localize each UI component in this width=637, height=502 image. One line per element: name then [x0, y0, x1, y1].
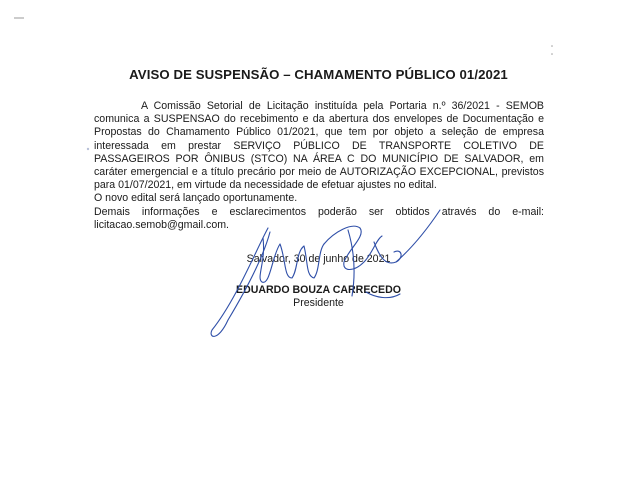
notice-body: [94, 100, 544, 232]
paragraph-line: [94, 100, 544, 113]
document-title: AVISO DE SUSPENSÃO – CHAMAMENTO PÚBLICO 01/2021: [129, 67, 508, 82]
paragraph-line: PASSAGEIROS POR ÔNIBUS (STCO) NA ÁREA C DO MUNICÍPIO DE SALVADOR, em: [94, 152, 544, 165]
paragraph-line: caráter emergencial e a título precário por meio de AUTORIZAÇÃO EXCEPCIONAL, previstos: [94, 166, 544, 179]
signer-role: Presidente: [293, 297, 344, 309]
place-date: Salvador, 30 de junho de 2021: [246, 253, 391, 265]
paragraph-line: comunica a SUSPENSAO do recebimento e da abertura dos envelopes de Documentação e: [94, 113, 544, 126]
paragraph-line-text: A Comissão Setorial de Licitação instituída pela Portaria n.º 36/2021 - SEMOB: [141, 100, 544, 112]
paragraph-line: Propostas do Chamamento Público 01/2021, que tem por objeto a seleção de empresa: [94, 126, 544, 139]
signer-name: EDUARDO BOUZA CARRECEDO: [236, 284, 401, 296]
paragraph-line: para 01/07/2021, em virtude da necessidade de efetuar ajustes no edital.: [94, 179, 437, 192]
paragraph-line: interessada em prestar SERVIÇO PÚBLICO DE TRANSPORTE COLETIVO DE: [94, 139, 544, 152]
info-line: Demais informações e esclarecimentos poderão ser obtidos através do e-mail:: [94, 205, 544, 218]
contact-email: licitacao.semob@gmail.com.: [94, 218, 229, 231]
new-notice-line: O novo edital será lançado oportunamente.: [94, 192, 298, 205]
